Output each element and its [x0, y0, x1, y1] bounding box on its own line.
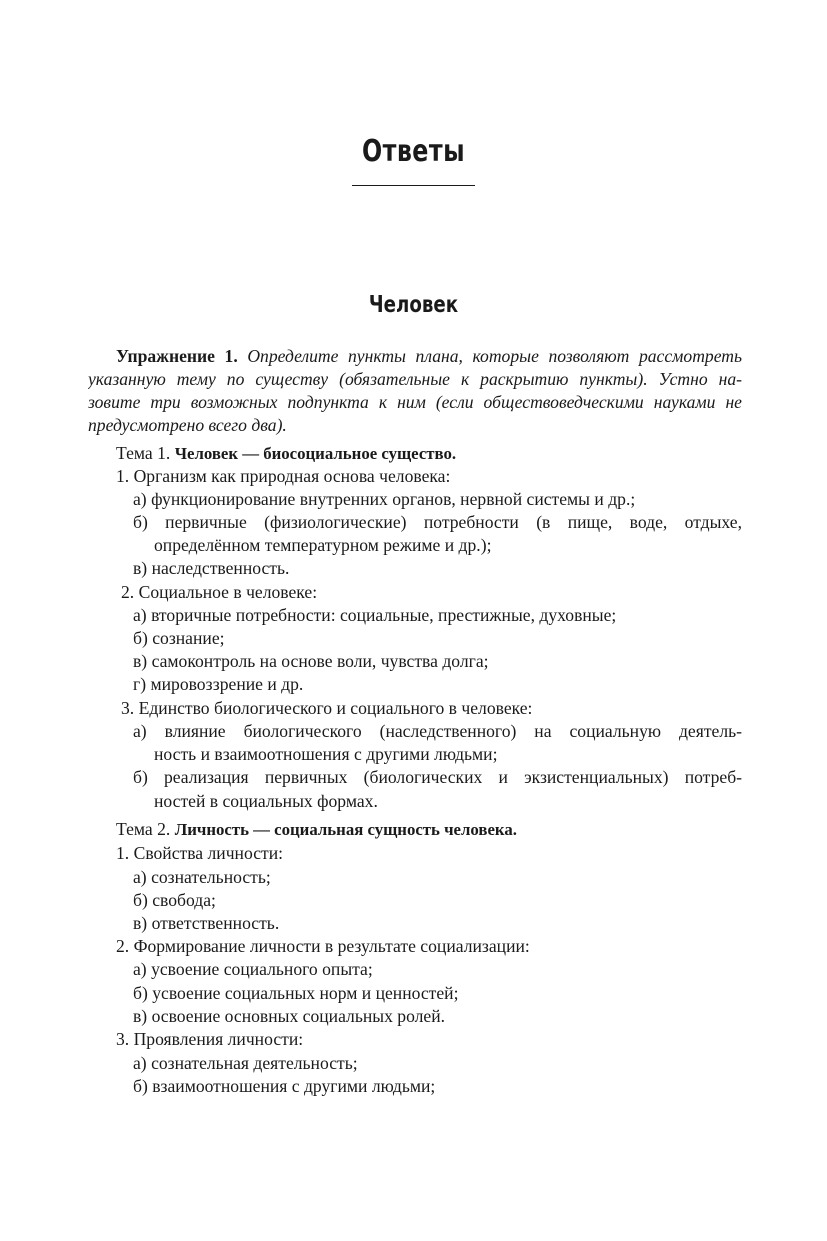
chapter-title: Ответы — [362, 134, 465, 169]
plan-subitem: в) освоение основных социальных ролей. — [133, 1006, 446, 1026]
topic-2-title: Личность — социальная сущность человека. — [174, 820, 517, 839]
plan-subitem-continuation: определённом температурном режиме и др.); — [154, 535, 492, 555]
plan-item: 1. Организм как природная основа человека: — [116, 466, 451, 486]
plan-subitem: в) самоконтроль на основе воли, чувства долга; — [133, 651, 489, 671]
plan-item: 2. Формирование личности в результате социализации: — [116, 936, 530, 956]
exercise-text: Определите пункты плана, которые позволяют рассмотреть — [247, 346, 742, 366]
plan-subitem: а) усвоение социального опыта; — [133, 959, 373, 979]
plan-subitem: а) влияние биологического (наследственного) на социальную деятель- — [133, 721, 742, 741]
topic-1-prefix: Тема 1. — [116, 443, 171, 463]
plan-subitem: б) сознание; — [133, 628, 225, 648]
topic-1-title: Человек — биосоциальное существо. — [174, 444, 457, 463]
exercise-line-3: зовите три возможных подпункта к ним (если обществоведческими науками не — [88, 392, 742, 412]
exercise-line-1 — [116, 345, 742, 368]
topic-2-heading — [116, 818, 517, 841]
plan-subitem: а) функционирование внутренних органов, нервной системы и др.; — [133, 489, 636, 509]
plan-subitem: в) наследственность. — [133, 558, 290, 578]
plan-subitem: в) ответственность. — [133, 913, 280, 933]
plan-subitem: г) мировоззрение и др. — [133, 674, 304, 694]
plan-subitem: а) сознательность; — [133, 867, 271, 887]
plan-item: 1. Свойства личности: — [116, 843, 284, 863]
plan-subitem: б) свобода; — [133, 890, 216, 910]
plan-item: 2. Социальное в человеке: — [121, 582, 318, 602]
plan-subitem: а) вторичные потребности: социальные, престижные, духовные; — [133, 605, 617, 625]
plan-item: 3. Проявления личности: — [116, 1029, 304, 1049]
exercise-label: Упражнение 1. — [116, 346, 238, 366]
plan-subitem: б) усвоение социальных норм и ценностей; — [133, 983, 459, 1003]
plan-subitem: б) реализация первичных (биологических и экзистенциальных) потреб- — [133, 767, 742, 787]
plan-subitem: б) первичные (физиологические) потребности (в пище, воде, отдыхе, — [133, 512, 742, 532]
plan-subitem: а) сознательная деятельность; — [133, 1053, 358, 1073]
plan-subitem-continuation: ностей в социальных формах. — [154, 791, 378, 811]
plan-subitem: б) взаимоотношения с другими людьми; — [133, 1076, 436, 1096]
section-title: Человек — [368, 292, 459, 318]
exercise-line-4: предусмотрено всего два). — [88, 415, 287, 435]
plan-subitem-continuation: ность и взаимоотношения с другими людьми; — [154, 744, 498, 764]
topic-2-prefix: Тема 2. — [116, 819, 171, 839]
plan-item: 3. Единство биологического и социального в человеке: — [121, 698, 533, 718]
title-underline — [352, 185, 475, 186]
topic-1-heading — [116, 442, 456, 465]
exercise-line-2: указанную тему по существу (обязательные к раскрытию пункты). Устно на- — [88, 369, 742, 389]
